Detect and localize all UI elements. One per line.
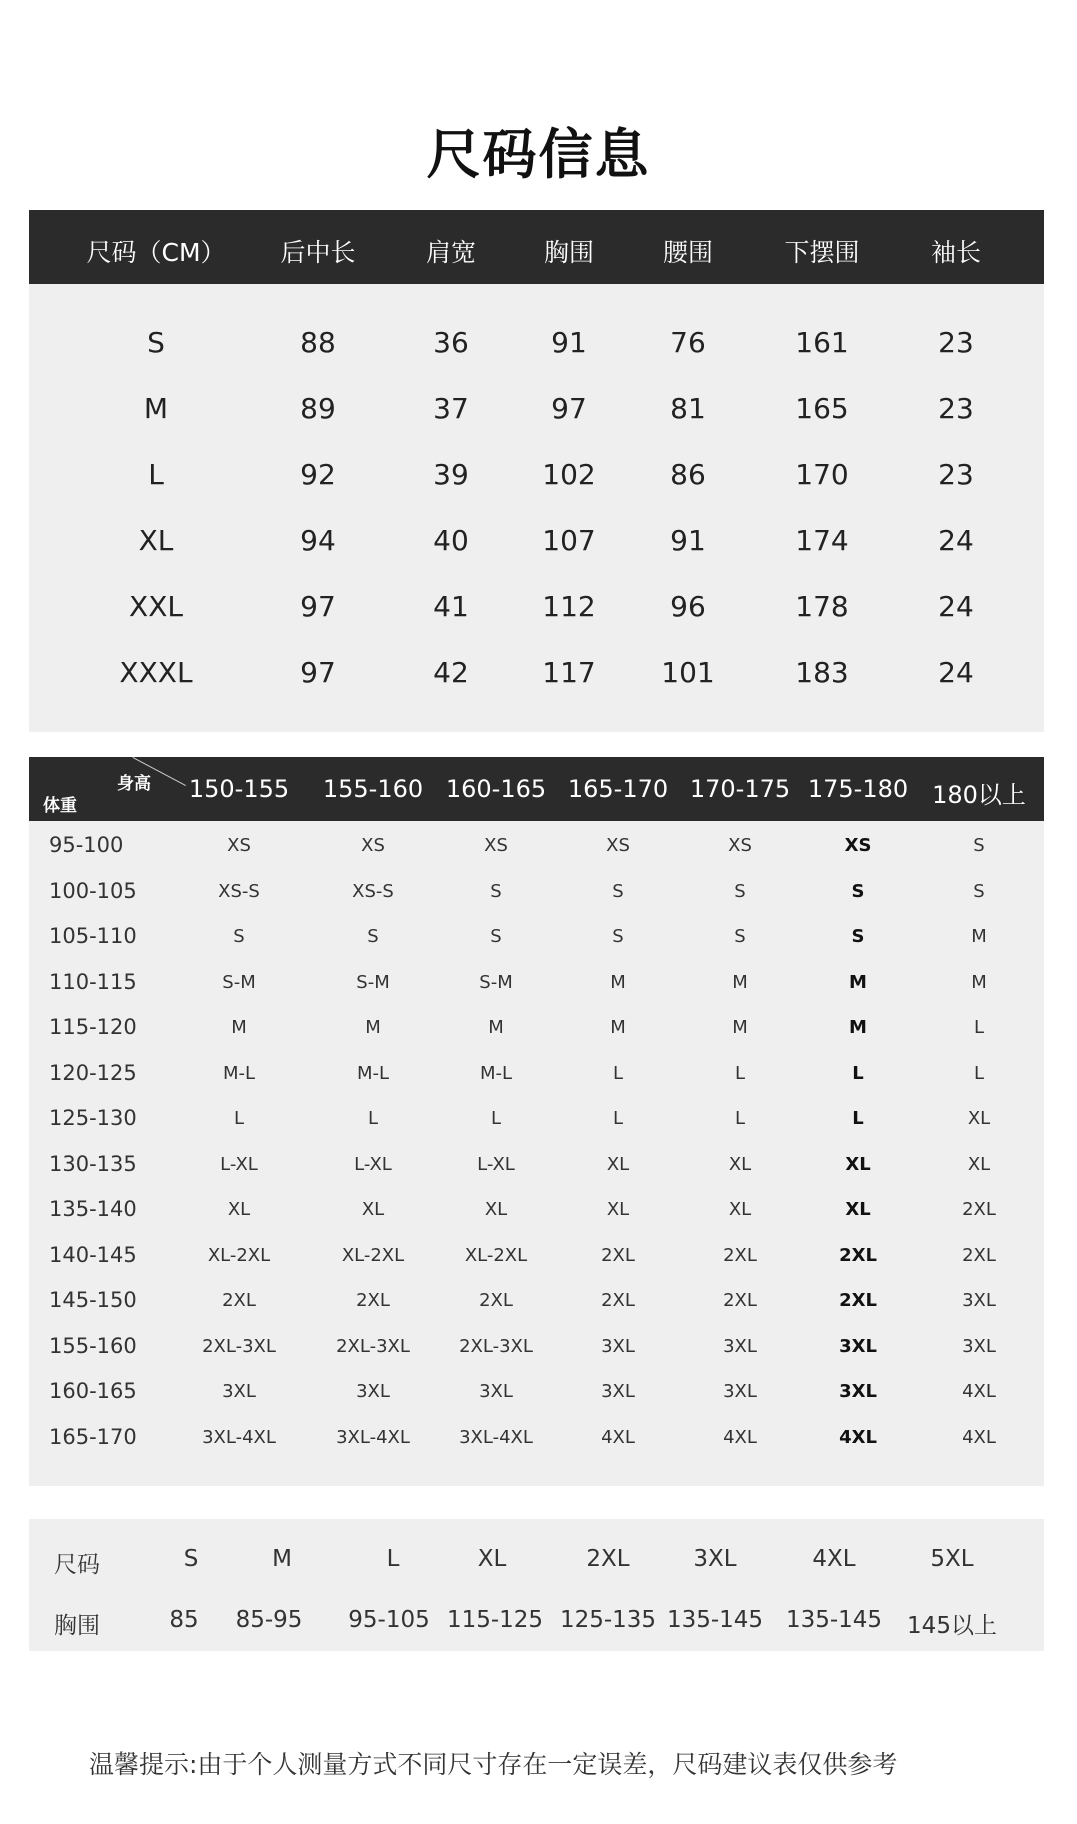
- chest-range-cell: 135-145: [785, 1607, 883, 1633]
- recommended-size-cell: 2XL: [962, 1199, 996, 1220]
- weight-range-cell: 120-125: [49, 1060, 137, 1085]
- recommended-size-cell: 3XL: [962, 1335, 996, 1357]
- recommended-size-cell: 2XL: [723, 1244, 757, 1266]
- size-cell: 5XL: [930, 1546, 974, 1572]
- recommended-size-cell: S: [490, 926, 502, 947]
- measurement-cell: 36: [433, 326, 469, 359]
- measurement-cell: 97: [551, 392, 587, 425]
- measurement-cell: 39: [433, 458, 469, 491]
- size-cell: 2XL: [586, 1546, 630, 1572]
- recommended-size-cell: XS: [227, 835, 251, 856]
- measurement-cell: 41: [433, 590, 469, 623]
- recommended-size-cell: L: [852, 1062, 864, 1084]
- recommended-size-cell: XL: [967, 1153, 991, 1175]
- recommended-size-cell: L: [367, 1108, 379, 1129]
- measurement-cell: 170: [795, 458, 849, 491]
- recommended-size-cell: 2XL: [601, 1290, 635, 1311]
- recommended-size-cell: S: [612, 926, 624, 947]
- recommended-size-cell: 2XL: [356, 1290, 390, 1311]
- recommended-size-cell: XL-2XL: [464, 1244, 528, 1266]
- weight-range-cell: 95-100: [49, 833, 124, 857]
- recommended-size-cell: 3XL: [601, 1381, 635, 1402]
- recommended-size-cell: XS: [844, 835, 872, 856]
- measurement-cell: 86: [670, 458, 706, 491]
- recommended-size-cell: XL: [227, 1199, 251, 1220]
- measurement-cell: 24: [938, 590, 974, 623]
- recommended-size-cell: 2XL: [839, 1244, 877, 1266]
- measurement-cell: 40: [433, 524, 469, 557]
- recommended-size-cell: XS-S: [218, 880, 260, 902]
- recommended-size-cell: 2XL: [723, 1290, 757, 1311]
- recommended-size-cell: XS: [361, 835, 385, 856]
- recommended-size-cell: XL: [361, 1199, 385, 1220]
- recommended-size-cell: 2XL-3XL: [202, 1335, 276, 1357]
- recommended-size-cell: M-L: [479, 1062, 513, 1084]
- recommended-size-cell: 2XL: [601, 1244, 635, 1266]
- recommended-size-cell: M: [365, 1017, 381, 1038]
- recommended-size-cell: XS: [606, 835, 630, 856]
- recommended-size-cell: XL-2XL: [341, 1244, 405, 1266]
- recommended-size-cell: M: [732, 971, 748, 993]
- recommended-size-cell: S: [851, 926, 865, 947]
- measurement-header-cell: 肩宽: [425, 238, 477, 267]
- recommended-size-cell: 2XL-3XL: [459, 1335, 533, 1357]
- recommended-size-cell: 3XL-4XL: [459, 1426, 533, 1448]
- size-recommendation-table-body: [29, 821, 1044, 1486]
- measurement-cell: 117: [542, 656, 596, 689]
- recommended-size-cell: M: [849, 971, 867, 993]
- recommended-size-cell: S: [851, 880, 865, 902]
- measurement-cell: 23: [938, 392, 974, 425]
- recommended-size-cell: S: [233, 926, 245, 947]
- recommended-size-cell: S-M: [479, 971, 513, 993]
- chest-range-cell: 85-95: [235, 1607, 303, 1633]
- measurement-cell: 165: [795, 392, 849, 425]
- measurement-cell: 76: [670, 326, 706, 359]
- recommended-size-cell: 3XL: [479, 1381, 513, 1402]
- height-range-header: 165-170: [567, 775, 669, 803]
- corner-height-label: 身高: [117, 774, 151, 794]
- recommended-size-cell: L: [612, 1108, 624, 1129]
- weight-range-cell: 125-130: [49, 1106, 137, 1130]
- recommended-size-cell: M: [732, 1017, 748, 1038]
- recommended-size-cell: 3XL: [962, 1290, 996, 1311]
- recommended-size-cell: 4XL: [601, 1426, 635, 1448]
- weight-range-cell: 165-170: [49, 1424, 137, 1449]
- height-range-header: 180以上: [932, 781, 1026, 809]
- recommended-size-cell: XL: [967, 1108, 991, 1129]
- measurement-cell: 161: [795, 326, 849, 359]
- recommended-size-cell: 3XL: [723, 1381, 757, 1402]
- chest-range-cell: 135-145: [666, 1607, 764, 1633]
- recommended-size-cell: 2XL: [222, 1290, 256, 1311]
- chest-range-cell: 125-135: [559, 1607, 657, 1633]
- size-cell: 3XL: [693, 1546, 737, 1572]
- height-range-header: 150-155: [188, 775, 290, 803]
- recommended-size-cell: 3XL: [356, 1381, 390, 1402]
- size-cell: 4XL: [812, 1546, 856, 1572]
- weight-range-cell: 110-115: [49, 969, 137, 994]
- recommended-size-cell: XL: [845, 1199, 871, 1220]
- weight-range-cell: 160-165: [49, 1379, 137, 1403]
- weight-range-cell: 135-140: [49, 1197, 137, 1221]
- recommended-size-cell: 3XL: [222, 1381, 256, 1402]
- recommended-size-cell: S-M: [222, 971, 256, 993]
- chest-range-cell: 85: [169, 1607, 199, 1633]
- measurement-cell: 178: [795, 590, 849, 623]
- size-cell: XL: [477, 1546, 507, 1572]
- size-cell: L: [386, 1546, 400, 1572]
- chest-range-cell: 145以上: [907, 1613, 997, 1639]
- recommended-size-cell: M-L: [356, 1062, 390, 1084]
- recommended-size-cell: XL: [606, 1153, 630, 1175]
- measurement-cell: 23: [938, 458, 974, 491]
- size-label-cell: XL: [138, 524, 174, 557]
- measurement-cell: 94: [300, 524, 336, 557]
- height-range-header: 155-160: [322, 775, 424, 803]
- recommended-size-cell: XL: [728, 1153, 752, 1175]
- chest-size-table: [29, 1519, 1044, 1651]
- measurement-cell: 91: [551, 326, 587, 359]
- recommended-size-cell: 2XL: [962, 1244, 996, 1266]
- footnote-tip: 温馨提示:由于个人测量方式不同尺寸存在一定误差，尺码建议表仅供参考: [89, 1750, 898, 1779]
- recommended-size-cell: 3XL: [839, 1335, 877, 1357]
- measurement-cell: 88: [300, 326, 336, 359]
- size-label-cell: M: [143, 392, 169, 425]
- recommended-size-cell: S: [367, 926, 379, 947]
- recommended-size-cell: L-XL: [477, 1153, 515, 1175]
- measurement-cell: 102: [542, 458, 596, 491]
- size-label-cell: XXXL: [119, 656, 193, 689]
- size-label-cell: S: [147, 326, 165, 359]
- measurement-cell: 23: [938, 326, 974, 359]
- recommended-size-cell: 3XL: [723, 1335, 757, 1357]
- recommended-size-cell: 3XL-4XL: [336, 1426, 410, 1448]
- chest-range-cell: 115-125: [446, 1607, 544, 1633]
- recommended-size-cell: L: [734, 1062, 746, 1084]
- recommended-size-cell: L-XL: [220, 1153, 258, 1175]
- measurement-cell: 42: [433, 656, 469, 689]
- recommended-size-cell: XL: [606, 1199, 630, 1220]
- recommended-size-cell: S: [734, 880, 746, 902]
- size-cell: S: [183, 1546, 199, 1572]
- height-range-header: 160-165: [445, 775, 547, 803]
- recommended-size-cell: 3XL-4XL: [202, 1426, 276, 1448]
- measurement-cell: 24: [938, 524, 974, 557]
- measurement-cell: 112: [542, 590, 596, 623]
- recommended-size-cell: 4XL: [962, 1381, 996, 1402]
- recommended-size-cell: L: [612, 1062, 624, 1084]
- recommended-size-cell: L: [233, 1108, 245, 1129]
- size-row-label: 尺码: [54, 1552, 100, 1578]
- recommended-size-cell: L-XL: [354, 1153, 392, 1175]
- recommended-size-cell: S: [973, 880, 985, 902]
- recommended-size-cell: M: [971, 926, 987, 947]
- recommended-size-cell: S-M: [356, 971, 390, 993]
- recommended-size-cell: 4XL: [839, 1426, 877, 1448]
- recommended-size-cell: S: [734, 926, 746, 947]
- chest-range-cell: 95-105: [348, 1607, 430, 1633]
- measurement-header-cell: 腰围: [662, 238, 714, 267]
- weight-range-cell: 115-120: [49, 1015, 137, 1039]
- recommended-size-cell: XL-2XL: [207, 1244, 271, 1266]
- recommended-size-cell: XL: [845, 1153, 871, 1175]
- recommended-size-cell: XL: [728, 1199, 752, 1220]
- height-range-header: 175-180: [807, 775, 909, 803]
- measurement-header-cell: 尺码（CM）: [86, 238, 226, 267]
- recommended-size-cell: 3XL: [839, 1381, 877, 1402]
- measurement-cell: 101: [661, 656, 715, 689]
- recommended-size-cell: M: [231, 1017, 247, 1038]
- measurement-cell: 96: [670, 590, 706, 623]
- weight-range-cell: 155-160: [49, 1333, 137, 1358]
- recommended-size-cell: 4XL: [962, 1426, 996, 1448]
- measurement-cell: 183: [795, 656, 849, 689]
- recommended-size-cell: XS: [484, 835, 508, 856]
- measurement-table-body: [29, 284, 1044, 732]
- recommended-size-cell: S: [490, 880, 502, 902]
- recommended-size-cell: S: [973, 835, 985, 856]
- measurement-cell: 107: [542, 524, 596, 557]
- page-title: 尺码信息: [426, 123, 651, 186]
- recommended-size-cell: 2XL: [839, 1290, 877, 1311]
- recommended-size-cell: L: [852, 1108, 864, 1129]
- height-range-header: 170-175: [689, 775, 791, 803]
- recommended-size-cell: XL: [484, 1199, 508, 1220]
- corner-weight-label: 体重: [43, 796, 77, 816]
- measurement-header-cell: 下摆围: [784, 238, 860, 267]
- size-label-cell: XXL: [129, 590, 183, 623]
- size-recommendation-table-header: [29, 757, 1044, 821]
- recommended-size-cell: XS-S: [352, 880, 394, 902]
- measurement-header-cell: 后中长: [280, 238, 356, 267]
- measurement-cell: 89: [300, 392, 336, 425]
- recommended-size-cell: M: [849, 1017, 867, 1038]
- recommended-size-cell: M: [971, 971, 987, 993]
- recommended-size-cell: M-L: [222, 1062, 256, 1084]
- recommended-size-cell: XS: [728, 835, 752, 856]
- recommended-size-cell: L: [973, 1062, 985, 1084]
- measurement-cell: 97: [300, 656, 336, 689]
- recommended-size-cell: 3XL: [601, 1335, 635, 1357]
- measurement-cell: 174: [795, 524, 849, 557]
- recommended-size-cell: 2XL: [479, 1290, 513, 1311]
- weight-range-cell: 100-105: [49, 878, 137, 903]
- recommended-size-cell: M: [610, 1017, 626, 1038]
- chest-row-label: 胸围: [54, 1613, 100, 1639]
- weight-range-cell: 145-150: [49, 1288, 137, 1312]
- recommended-size-cell: 2XL-3XL: [336, 1335, 410, 1357]
- recommended-size-cell: L: [734, 1108, 746, 1129]
- weight-range-cell: 105-110: [49, 924, 137, 948]
- measurement-cell: 24: [938, 656, 974, 689]
- weight-range-cell: 130-135: [49, 1151, 137, 1176]
- size-cell: M: [272, 1546, 292, 1572]
- size-label-cell: L: [148, 458, 164, 491]
- recommended-size-cell: L: [490, 1108, 502, 1129]
- recommended-size-cell: L: [973, 1017, 985, 1038]
- measurement-cell: 81: [670, 392, 706, 425]
- measurement-header-cell: 袖长: [930, 238, 982, 267]
- recommended-size-cell: M: [488, 1017, 504, 1038]
- measurement-table-header: [29, 210, 1044, 284]
- measurement-cell: 91: [670, 524, 706, 557]
- measurement-cell: 37: [433, 392, 469, 425]
- measurement-cell: 97: [300, 590, 336, 623]
- recommended-size-cell: 4XL: [723, 1426, 757, 1448]
- weight-range-cell: 140-145: [49, 1242, 137, 1267]
- recommended-size-cell: S: [612, 880, 624, 902]
- recommended-size-cell: M: [610, 971, 626, 993]
- measurement-cell: 92: [300, 458, 336, 491]
- measurement-header-cell: 胸围: [543, 238, 595, 267]
